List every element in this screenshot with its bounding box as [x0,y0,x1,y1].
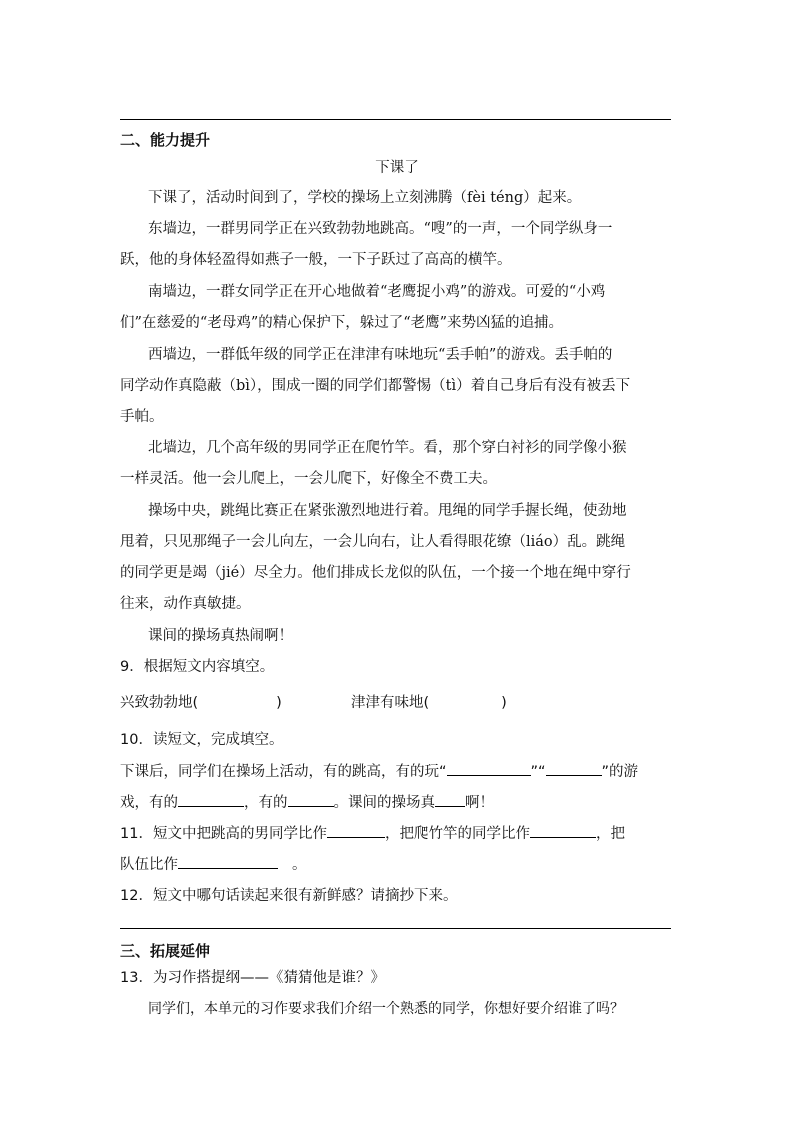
passage-line: 课间的操场真热闹啊！ [148,628,293,644]
passage-line: 们”在慈爱的“老母鸡”的精心保护下，躲过了“老鹰”来势凶猛的追捕。 [120,315,564,331]
q11-text: 。 [292,857,307,873]
passage-line: 下课了，活动时间到了，学校的操场上立刻沸腾（fèi téng）起来。 [148,190,582,206]
q11-text: ，把爬竹竿的同学比作 [384,826,530,842]
q10-text: ”“ [530,764,546,780]
question-12-prompt: 12．短文中哪句话读起来很有新鲜感？请摘抄下来。 [120,888,458,904]
question-9-item-1 [120,691,282,712]
question-13-prompt: 13．为习作搭提纲——《猜猜他是谁？》 [120,970,385,986]
q10-text: ”的游 [601,764,639,780]
question-13-text: 同学们，本单元的习作要求我们介绍一个熟悉的同学，你想好要介绍谁了吗？ [148,1001,624,1017]
answer-line[interactable] [120,928,671,929]
passage-line: 手帕。 [120,409,164,425]
q10-text: ，有的 [244,795,288,811]
passage-title: 下课了 [375,160,419,176]
q11-text: ，把 [595,826,625,842]
question-10-line-2 [120,791,494,812]
q9-item1-label: 兴致勃勃地( [120,695,199,711]
passage-line: 同学动作真隐蔽（bì），围成一圈的同学们都警惕（tì）着自己身后有没有被丢下 [120,378,631,394]
passage-line: 甩着，只见那绳子一会儿向左，一会儿向右，让人看得眼花缭（liáo）乱。跳绳 [120,534,626,550]
q10-answer-blank-2[interactable] [546,761,602,776]
passage-line: 东墙边，一群男同学正在兴致勃勃地跳高。“嗖”的一声，一个同学纵身一 [148,221,613,237]
passage-line: 南墙边，一群女同学正在开心地做着“老鹰捉小鸡”的游戏。可爱的“小鸡 [148,284,606,300]
q10-text: 。课间的操场真 [333,795,435,811]
q11-answer-blank-3[interactable] [178,854,278,869]
question-9-prompt: 9．根据短文内容填空。 [120,659,275,675]
question-9-item-2 [351,691,507,712]
top-rule [120,119,671,120]
passage-line: 北墙边，几个高年级的男同学正在爬竹竿。看，那个穿白衬衫的同学像小猴 [148,440,627,456]
q9-item2-close: ) [501,695,507,711]
q10-answer-blank-3[interactable] [178,792,244,807]
passage-line: 往来，动作真敏捷。 [120,596,251,612]
passage-line: 的同学更是竭（jié）尽全力。他们排成长龙似的队伍，一个接一个地在绳中穿行 [120,565,631,581]
q11-answer-blank-1[interactable] [327,823,385,838]
passage-line: 一样灵活。他一会儿爬上，一会儿爬下，好像全不费工夫。 [120,471,497,487]
section-heading-3: 三、拓展延伸 [120,942,211,960]
passage-line: 操场中央，跳绳比赛正在紧张激烈地进行着。甩绳的同学手握长绳，使劲地 [148,503,627,519]
q10-text: 下课后，同学们在操场上活动，有的跳高，有的玩“ [120,764,447,780]
q10-answer-blank-4[interactable] [288,792,334,807]
question-10-line-1 [120,760,638,781]
q11-text: 11．短文中把跳高的男同学比作 [120,826,327,842]
question-11-line-1 [120,822,625,843]
question-11-line-2 [120,853,307,874]
q11-text: 队伍比作 [120,857,178,873]
q11-answer-blank-2[interactable] [530,823,596,838]
q9-item1-close: ) [276,695,282,711]
section-heading-2: 二、能力提升 [120,131,211,149]
q10-text: 戏，有的 [120,795,178,811]
question-10-prompt: 10．读短文，完成填空。 [120,732,284,748]
passage-line: 跃，他的身体轻盈得如燕子一般，一下子跃过了高高的横竿。 [120,252,512,268]
q10-answer-blank-5[interactable] [435,792,465,807]
q10-answer-blank-1[interactable] [447,761,531,776]
q9-item2-label: 津津有味地( [351,695,430,711]
q10-text: 啊！ [465,795,494,811]
passage-line: 西墙边，一群低年级的同学正在津津有味地玩“丢手帕”的游戏。丢手帕的 [148,347,613,363]
